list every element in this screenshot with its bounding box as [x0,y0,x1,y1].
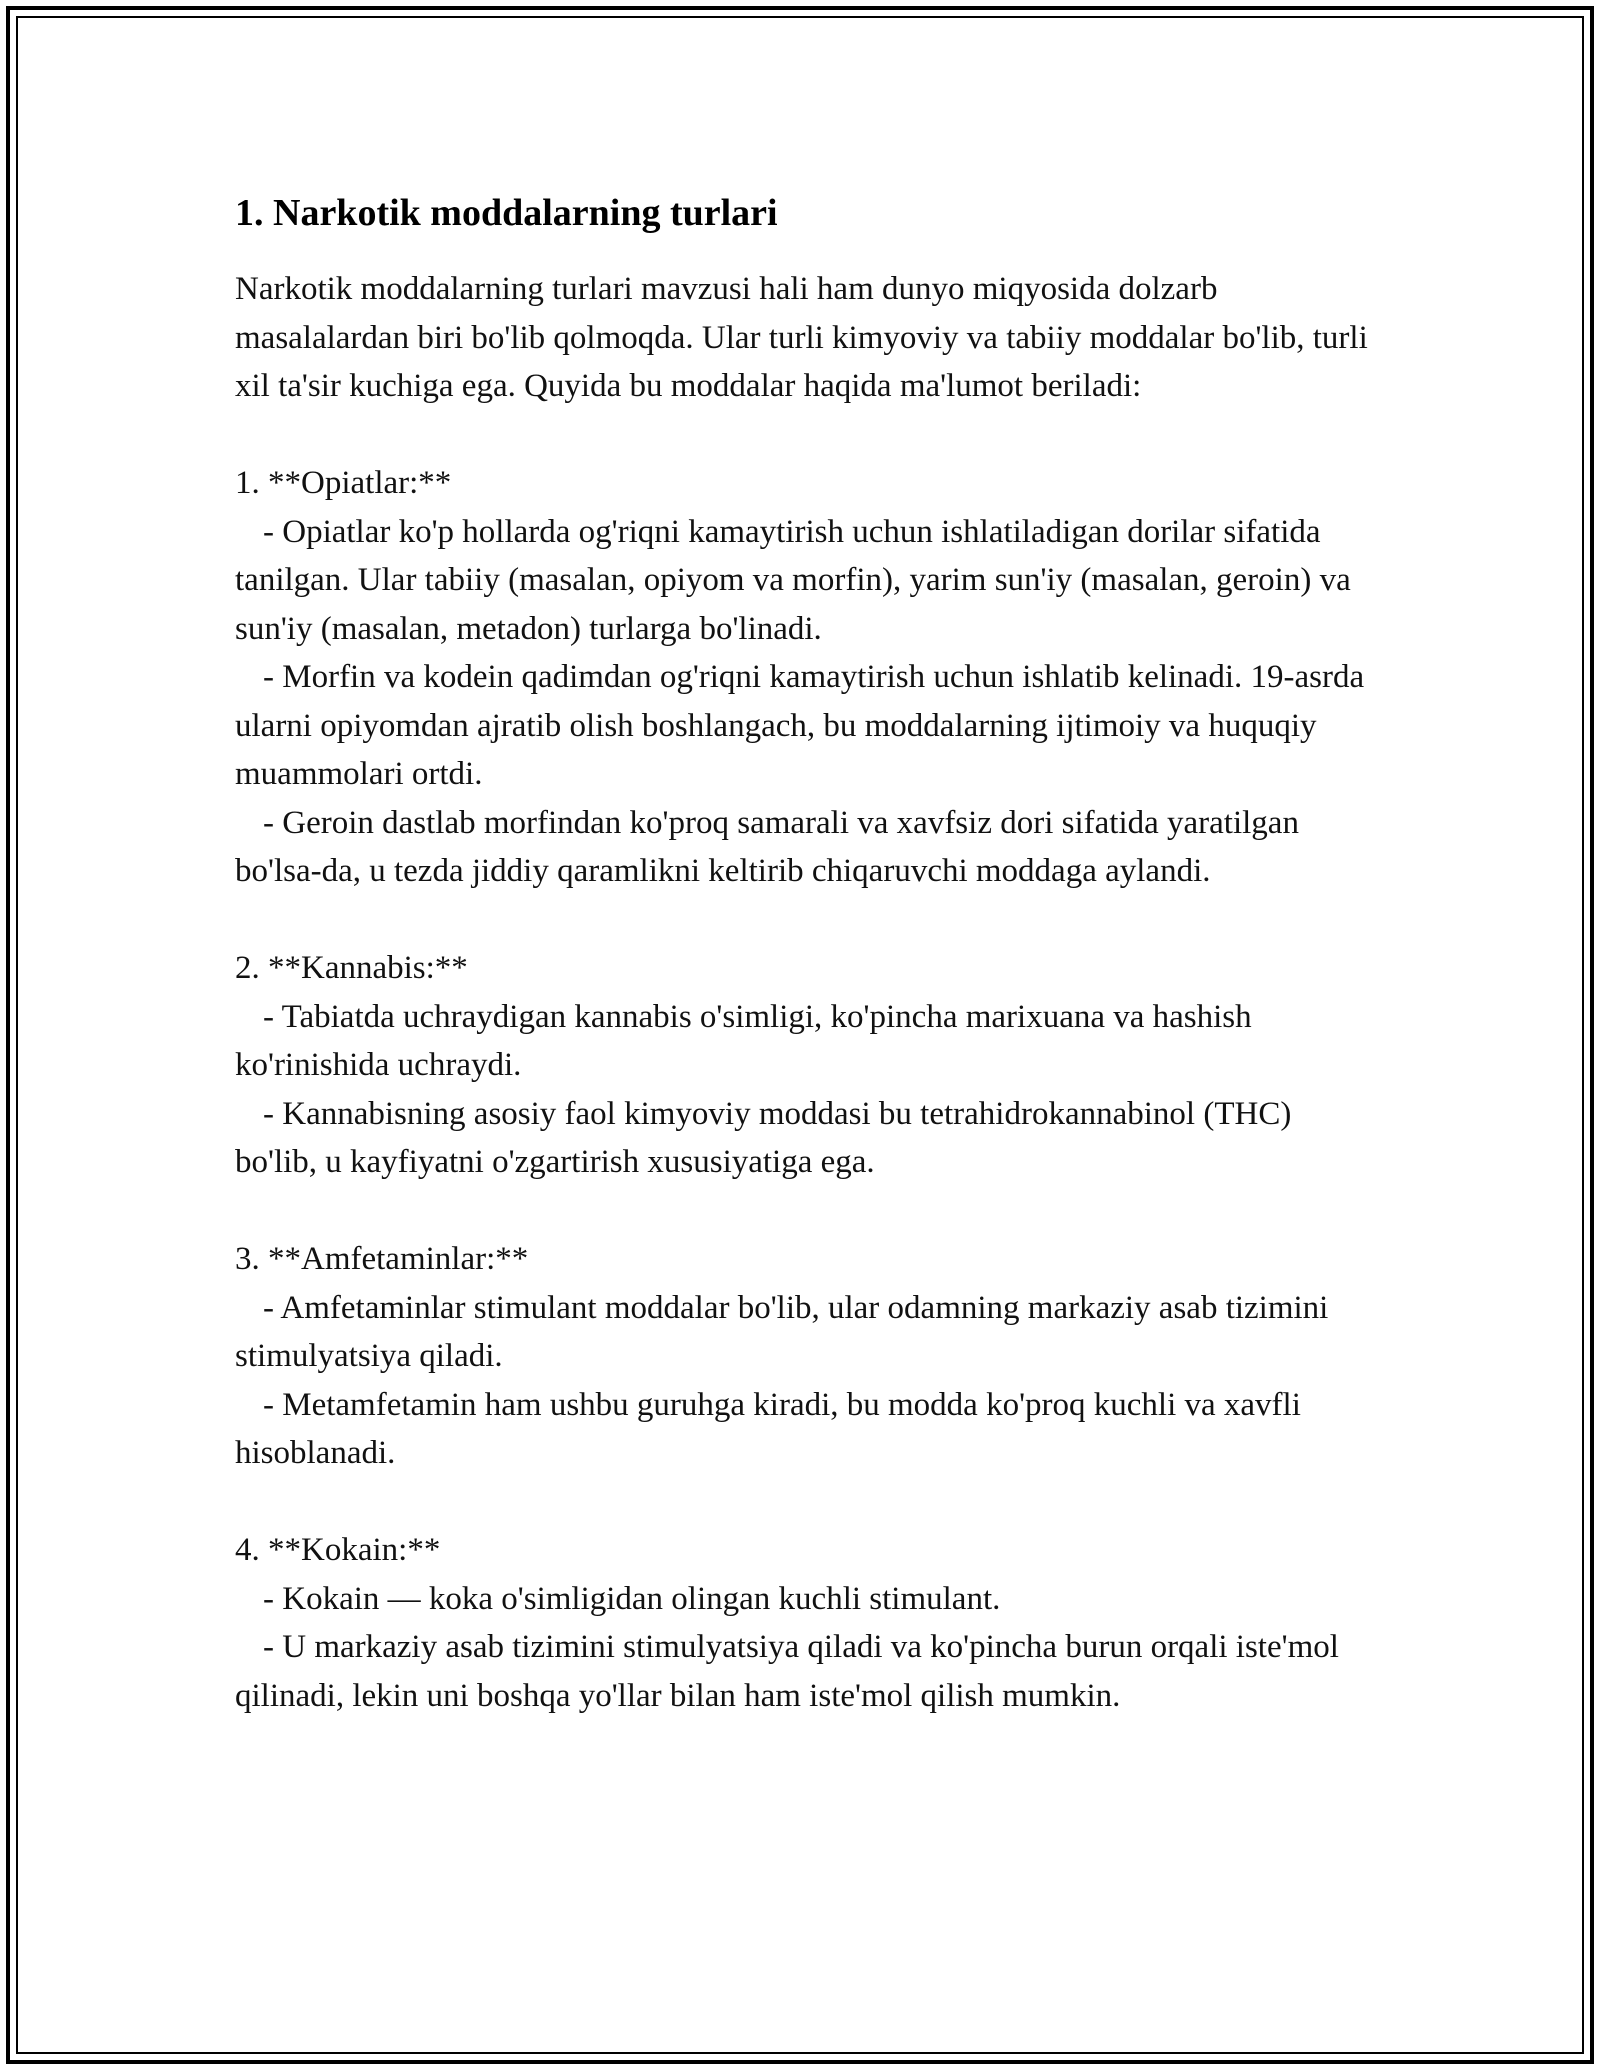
section-opiatlar [235,459,1380,896]
bullet-item: - Geroin dastlab morfindan ko'proq samarali va xavfsiz dori sifatida yaratilgan bo'lsa-da, u tezda jiddiy qaramlikni keltirib chiqaruvchi moddaga aylandi. [235,804,1299,889]
section-title: 3. **Amfetaminlar:** [235,1241,529,1277]
document-heading: 1. Narkotik moddalarning turlari [235,192,778,234]
section-kokain [235,1526,1380,1720]
section-title: 1. **Opiatlar:** [235,465,452,501]
bullet-item: - Morfin va kodein qadimdan og'riqni kamaytirish uchun ishlatib kelinadi. 19-asrda ularni opiyomdan ajratib olish boshlangach, bu moddalarning ijtimoiy va huquqiy muammolari ortdi. [235,659,1365,792]
bullet-item: - Kokain — koka o'simligidan olingan kuchli stimulant. [263,1580,1001,1617]
document-body [235,185,1380,1720]
section-amfetaminlar [235,1235,1380,1478]
bullet-item: - Amfetaminlar stimulant moddalar bo'lib, ular odamning markaziy asab tizimini stimulyatsiya qiladi. [235,1289,1329,1374]
intro-paragraph: Narkotik moddalarning turlari mavzusi hali ham dunyo miqyosida dolzarb masalalardan biri bo'lib qolmoqda. Ular turli kimyoviy va tabiiy moddalar bo'lib, turli xil ta'sir kuchiga ega. Quyida bu moddalar haqida ma'lumot beriladi: [235,271,1368,404]
bullet-item: - Kannabisning asosiy faol kimyoviy moddasi bu tetrahidrokannabinol (THC) bo'lib, u kayfiyatni o'zgartirish xususiyatiga ega. [235,1095,1292,1180]
section-title: 2. **Kannabis:** [235,950,468,986]
bullet-item: - Tabiatda uchraydigan kannabis o'simligi, ko'pincha marixuana va hashish ko'rinishida uchraydi. [235,998,1252,1083]
section-title: 4. **Kokain:** [235,1532,441,1568]
bullet-item: - U markaziy asab tizimini stimulyatsiya qiladi va ko'pincha burun orqali iste'mol qilinadi, lekin uni boshqa yo'llar bilan ham iste'mol qilish mumkin. [235,1629,1339,1714]
bullet-item: - Opiatlar ko'p hollarda og'riqni kamaytirish uchun ishlatiladigan dorilar sifatida tanilgan. Ular tabiiy (masalan, opiyom va morfin), yarim sun'iy (masalan, geroin) va sun'iy (masalan, metadon) turlarga bo'linadi. [235,513,1351,647]
section-kannabis [235,944,1380,1187]
bullet-item: - Metamfetamin ham ushbu guruhga kiradi, bu modda ko'proq kuchli va xavfli hisoblanadi. [235,1386,1301,1471]
